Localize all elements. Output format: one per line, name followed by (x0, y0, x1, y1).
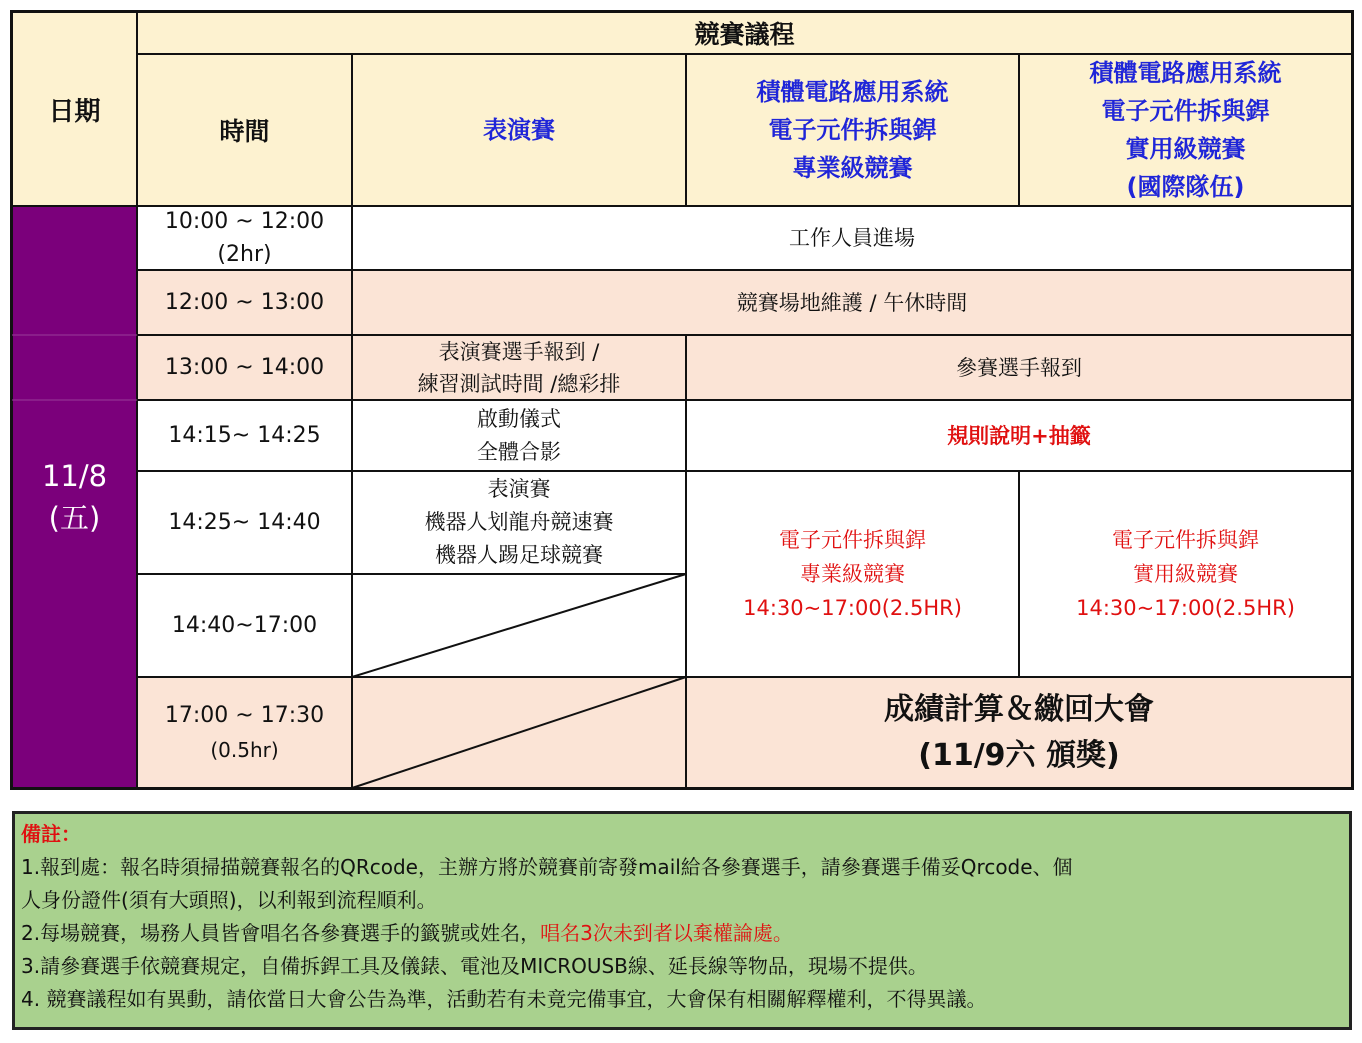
schedule-title-text: 競賽議程 (694, 20, 795, 49)
note-1: 1.報到處：報名時須掃描競賽報名的QRcode，主辦方將於競賽前寄發mail給各參賽選手，請參賽選手備妥Qrcode、個 (21, 855, 1073, 879)
time-header-label: 時間 (219, 117, 270, 146)
rules-draw-text: 規則說明+抽籤 (947, 423, 1091, 448)
practical-competition-time: 14:30~17:00(2.5HR) (1076, 596, 1295, 620)
time-text: 13:00 ~ 14:00 (164, 355, 325, 380)
pro-header-line: 積體電路應用系統 (756, 78, 949, 106)
pro-competition-line: 專業級競賽 (800, 562, 905, 586)
note-2-text: 2.每場競賽，場務人員皆會唱名各參賽選手的籤號或姓名， (21, 921, 541, 945)
time-text: 10:00 ~ 12:00 (164, 209, 325, 234)
staff-entry-text: 工作人員進場 (789, 226, 915, 250)
pro-competition-time: 14:30~17:00(2.5HR) (743, 596, 962, 620)
notes-title: 備註： (21, 822, 81, 846)
exhibition-checkin-line: 練習測試時間 /總彩排 (417, 371, 621, 396)
note-2 (21, 917, 1343, 950)
opening-ceremony-line: 全體合影 (477, 439, 561, 464)
note-4: 4. 競賽議程如有異動，請依當日大會公告為準，活動若有未竟完備事宜，大會保有相關解釋權利，不得異議。 (21, 987, 987, 1011)
time-text: 14:15~ 14:25 (168, 423, 321, 448)
time-duration: (0.5hr) (210, 737, 279, 762)
notes-box (12, 811, 1352, 1030)
award-line: (11/9六 頒獎) (918, 737, 1120, 773)
date-weekday: (五) (48, 501, 101, 535)
practical-competition-line: 實用級競賽 (1133, 562, 1238, 586)
pro-competition-line: 電子元件拆與銲 (779, 528, 926, 552)
note-1-cont: 人身份證件(須有大頭照)，以利報到流程順利。 (21, 888, 437, 912)
practical-header-line: 電子元件拆與銲 (1101, 97, 1270, 125)
exhibition-match-line: 機器人划龍舟競速賽 (424, 510, 614, 534)
date-day: 11/8 (41, 459, 108, 493)
pro-header-line: 專業級競賽 (792, 154, 913, 182)
time-text: 12:00 ~ 13:00 (164, 290, 325, 315)
practical-header-line: 實用級競賽 (1125, 135, 1246, 163)
opening-ceremony-line: 啟動儀式 (477, 406, 561, 431)
note-2-warning: 唱名3次未到者以棄權論處。 (540, 921, 793, 945)
pro-header-line: 電子元件拆與銲 (768, 116, 937, 144)
exhibition-match-line: 機器人踢足球競賽 (435, 543, 603, 567)
time-duration: (2hr) (217, 242, 272, 267)
score-line: 成績計算＆繳回大會 (884, 691, 1154, 727)
practical-header-line: 積體電路應用系統 (1089, 59, 1282, 87)
date-header-label: 日期 (48, 96, 101, 127)
exhibition-match-line: 表演賽 (487, 477, 551, 501)
practical-header-line: (國際隊伍) (1126, 173, 1245, 201)
note-3: 3.請參賽選手依競賽規定，自備拆銲工具及儀錶、電池及MICROUSB線、延長線等物品，現場不提供。 (21, 954, 928, 978)
maintenance-text: 競賽場地維護 / 午休時間 (736, 290, 968, 315)
time-text: 17:00 ~ 17:30 (164, 702, 325, 728)
time-text: 14:40~17:00 (171, 613, 318, 638)
time-text: 14:25~ 14:40 (168, 510, 321, 535)
exhibition-checkin-line: 表演賽選手報到 / (438, 339, 600, 364)
exhibition-header-label: 表演賽 (483, 116, 555, 144)
practical-competition-line: 電子元件拆與銲 (1112, 528, 1259, 552)
contestant-checkin-text: 參賽選手報到 (956, 355, 1082, 380)
